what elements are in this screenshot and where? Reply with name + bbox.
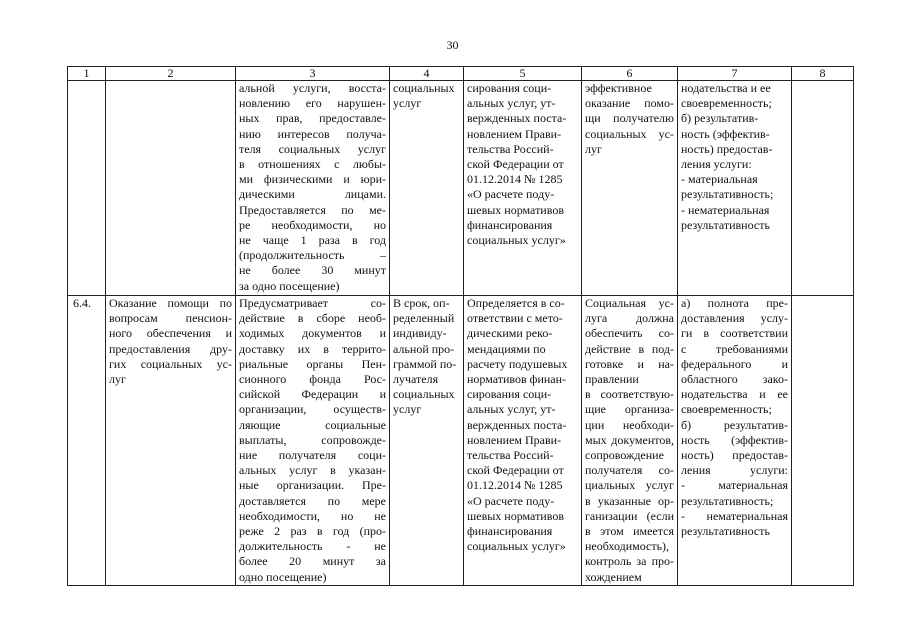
cell-line: луг (109, 372, 126, 387)
cell-line: действие в под- (585, 341, 674, 356)
cell-line: своевременность; (681, 96, 772, 111)
cell-line: ской Федерации от (467, 463, 564, 478)
cell-line: ции необходи- (585, 417, 674, 432)
cell-service-name (106, 296, 236, 586)
cell-line: б) результатив- (681, 417, 788, 432)
cell-line: доставления услу- (681, 311, 788, 326)
cell-line: более 20 минут за (239, 554, 386, 569)
cell-line: выплаты, сопровожде- (239, 432, 386, 447)
cell-line: своевременность; (681, 402, 772, 417)
page-number: 30 (446, 38, 459, 52)
cell-line: сирования соци- (467, 387, 552, 402)
cell-line: вержденных поста- (467, 417, 567, 432)
cell-line: социальных ус- (585, 126, 674, 141)
cell-line: оказание помо- (585, 96, 674, 111)
cell-timing (390, 296, 464, 586)
cell-line: в указанные ор- (585, 493, 674, 508)
cell-line: мендациями по (467, 341, 546, 356)
cell-line: готовке и на- (585, 356, 674, 371)
cell-line: «О расчете поду- (467, 187, 555, 202)
cell-line: областного зако- (681, 372, 788, 387)
cell-line: альных услуг, ут- (467, 402, 556, 417)
table-row-continued (68, 81, 854, 296)
cell-line: нормативов финан- (467, 372, 567, 387)
cell-line: Предусматривает со- (239, 296, 386, 310)
cell-line: ность (эффектив- (681, 432, 788, 447)
cell-line: В срок, оп- (393, 296, 450, 310)
cell-line: щие организа- (585, 402, 674, 417)
cell-line: шевых нормативов (467, 202, 564, 217)
cell-line: результативность (681, 217, 770, 232)
cell-line: не чаще 1 раза в год (239, 233, 386, 248)
cell-line: расчету подушевых (467, 356, 568, 371)
cell-line: 01.12.2014 № 1285 (467, 478, 563, 493)
cell-norms (464, 296, 582, 586)
column-header-3: 3 (236, 67, 390, 81)
cell-line: (продолжительность – (239, 248, 386, 263)
cell-line: в соответствую- (585, 387, 674, 402)
cell-line: - нематериальная (681, 202, 770, 217)
cell-line: луг (585, 141, 602, 156)
cell-line: должительность - не (239, 539, 386, 554)
cell-line: сирования соци- (467, 81, 552, 95)
cell-line: ходимых документов и (239, 326, 386, 341)
cell-line: доставку их в террито- (239, 341, 386, 356)
cell-line: эффективное (585, 81, 652, 95)
cell-line: Социальная ус- (585, 296, 674, 310)
cell-line: финансирования (467, 217, 553, 232)
cell-description (236, 81, 390, 296)
cell-line: ре необходимости, но (239, 217, 386, 232)
cell-line: ность) предостав- (681, 448, 788, 463)
cell-line: дическими лицами. (239, 187, 386, 202)
column-header-7: 7 (678, 67, 792, 81)
cell-line: ние получателя соци- (239, 448, 386, 463)
cell-line: сийской Федерации и (239, 387, 386, 402)
cell-line: контроль за про- (585, 554, 674, 569)
cell-line: результативность (681, 524, 770, 539)
column-header-2: 2 (106, 67, 236, 81)
cell-line: ные организации. Пре- (239, 478, 386, 493)
column-header-8: 8 (792, 67, 854, 81)
cell-line: вержденных поста- (467, 111, 567, 126)
column-header-6: 6 (582, 67, 678, 81)
cell-line: шевых нормативов (467, 508, 564, 523)
cell-line: действие в сборе необ- (239, 311, 386, 326)
cell-line: дическими реко- (467, 326, 553, 341)
cell-conditions (582, 81, 678, 296)
cell-quality-indicators (678, 81, 792, 296)
cell-line: новлением Прави- (467, 126, 562, 141)
cell-line: федерального и (681, 356, 788, 371)
cell-line: Предоставляется по ме- (239, 202, 386, 217)
cell-line: услуг (393, 402, 422, 417)
cell-line: новлением Прави- (467, 432, 562, 447)
cell-line: хождением (585, 569, 642, 584)
cell-line: не более 30 минут (239, 263, 386, 278)
column-number-row (68, 67, 854, 81)
cell-line: теля социальных услуг (239, 141, 386, 156)
cell-line: - материальная (681, 172, 758, 187)
cell-line: ределенный (393, 311, 455, 326)
cell-line: ги в соответствии (681, 326, 788, 341)
cell-line: ных прав, предоставле- (239, 111, 386, 126)
cell-line: альных услуг, ут- (467, 96, 556, 111)
table-row-6-4 (68, 296, 854, 586)
cell-line: луга должна (585, 311, 674, 326)
cell-line: финансирования (467, 524, 553, 539)
cell-norms (464, 81, 582, 296)
cell-line: новлению его нарушен- (239, 96, 386, 111)
cell-line: ления услуги: (681, 463, 788, 478)
cell-quality-indicators (678, 296, 792, 586)
cell-line: обеспечить со- (585, 326, 674, 341)
cell-line: гих социальных ус- (109, 356, 232, 371)
cell-line: альной про- (393, 341, 455, 356)
cell-line: ответствии с мето- (467, 311, 563, 326)
cell-line: организации, осуществ- (239, 402, 386, 417)
column-header-4: 4 (390, 67, 464, 81)
cell-line: б) результатив- (681, 111, 759, 126)
cell-line: правлении (585, 372, 639, 387)
cell-line: результативность; (681, 187, 774, 202)
cell-line: альной услуги, восста- (239, 81, 386, 95)
cell-line: 01.12.2014 № 1285 (467, 172, 563, 187)
cell-line: нодательства и ее (681, 81, 771, 95)
cell-line: услуг (393, 96, 422, 111)
cell-line: альных услуг в указан- (239, 463, 386, 478)
cell-line: за одно посещение) (239, 278, 340, 293)
cell-line: циальных услуг (585, 478, 674, 493)
cell-line: ганизации (если (585, 508, 674, 523)
cell-line: в отношениях с любы- (239, 157, 386, 172)
cell-line: вопросам пенсион- (109, 311, 232, 326)
services-table (67, 66, 854, 586)
cell-line: социальных (393, 387, 455, 402)
cell-notes (792, 296, 854, 586)
cell-line: ми физическими и юри- (239, 172, 386, 187)
cell-line: тельства Россий- (467, 448, 554, 463)
cell-line: предоставления дру- (109, 341, 232, 356)
cell-line: ного обеспечения и (109, 326, 232, 341)
column-header-5: 5 (464, 67, 582, 81)
cell-line: социальных (393, 81, 455, 95)
cell-line: мых документов, (585, 432, 674, 447)
cell-line: с требованиями (681, 341, 788, 356)
cell-line: индивиду- (393, 326, 447, 341)
cell-line: - материальная (681, 478, 788, 493)
cell-line: реже 2 раз в год (про- (239, 524, 386, 539)
cell-notes (792, 81, 854, 296)
cell-line: нию интересов получа- (239, 126, 386, 141)
cell-line: ность) предостав- (681, 141, 773, 156)
cell-line: ления услуги: (681, 157, 752, 172)
cell-line: в этом имеется (585, 524, 674, 539)
cell-line: а) полнота пре- (681, 296, 788, 310)
cell-line: социальных услуг» (467, 539, 566, 554)
cell-conditions (582, 296, 678, 586)
cell-line: - нематериальная (681, 508, 788, 523)
cell-line: нодательства и ее (681, 387, 788, 402)
cell-line: Оказание помощи по (109, 296, 232, 310)
cell-line: сопровождение (585, 448, 664, 463)
cell-line: Определяется в со- (467, 296, 565, 310)
column-header-1: 1 (68, 67, 106, 81)
cell-number: 6.4. (68, 296, 106, 586)
cell-line: щи получателю (585, 111, 674, 126)
cell-line: ской Федерации от (467, 157, 564, 172)
cell-timing (390, 81, 464, 296)
cell-line: необходимости, но не (239, 508, 386, 523)
cell-number (68, 81, 106, 296)
cell-line: доставляется по мере (239, 493, 386, 508)
cell-line: ность (эффектив- (681, 126, 770, 141)
cell-description (236, 296, 390, 586)
cell-line: ляющие социальные (239, 417, 386, 432)
cell-line: лучателя (393, 372, 439, 387)
cell-line: сионного фонда Рос- (239, 372, 386, 387)
cell-line: результативность; (681, 493, 774, 508)
cell-line: риальные органы Пен- (239, 356, 386, 371)
cell-line: получателя со- (585, 463, 674, 478)
cell-service-name (106, 81, 236, 296)
cell-line: одно посещение) (239, 569, 327, 584)
cell-line: необходимость), (585, 539, 670, 554)
cell-line: социальных услуг» (467, 233, 566, 248)
cell-line: тельства Россий- (467, 141, 554, 156)
cell-line: «О расчете поду- (467, 493, 555, 508)
cell-line: граммой по- (393, 356, 457, 371)
